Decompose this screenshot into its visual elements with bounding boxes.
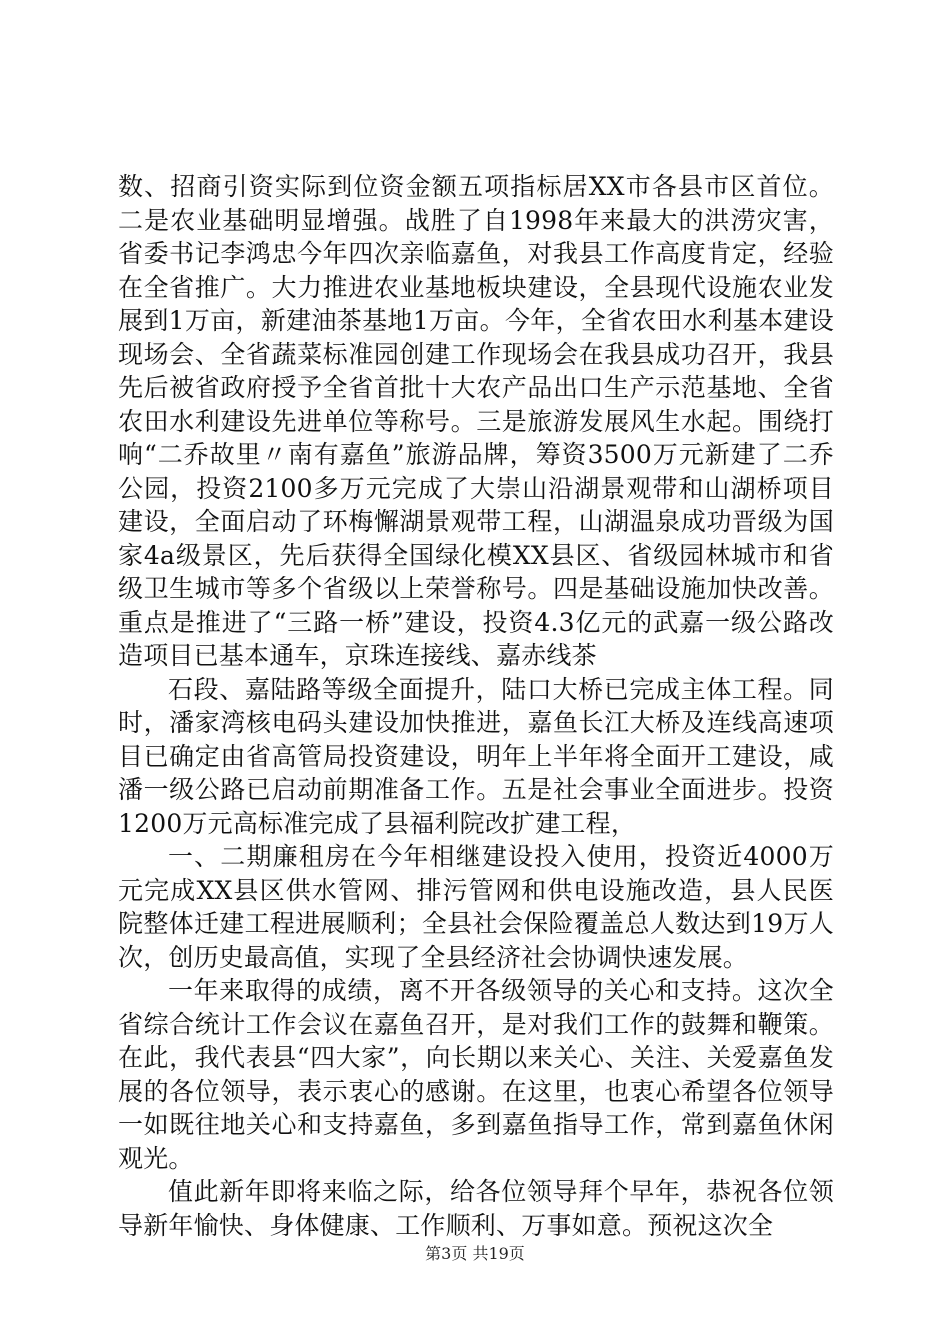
paragraph-2: 石段、嘉陆路等级全面提升，陆口大桥已完成主体工程。同时，潘家湾核电码头建设加快推进，嘉鱼长江大桥及连线高速项目已确定由省高管局投资建设，明年上半年将全面开工建设，咸潘一级公路已启动前期准备工作。五是社会事业全面进步。投资1200万元高标准完成了县福利院改扩建工程， bbox=[118, 674, 834, 838]
page-number-footer: 第3页 共19页 bbox=[425, 1244, 525, 1263]
paragraph-3: 一、二期廉租房在今年相继建设投入使用，投资近4000万元完成XX县区供水管网、排污管网和供电设施改造，县人民医院整体迁建工程进展顺利；全县社会保险覆盖总人数达到19万人次，创历史最高值，实现了全县经济社会协调快速发展。 bbox=[118, 842, 834, 972]
paragraph-5: 值此新年即将来临之际，给各位领导拜个早年，恭祝各位领导新年愉快、身体健康、工作顺利、万事如意。预祝这次全 bbox=[118, 1177, 834, 1240]
document-body bbox=[118, 170, 834, 1242]
paragraph-1: 数、招商引资实际到位资金额五项指标居XX市各县市区首位。二是农业基础明显增强。战胜了自1998年来最大的洪涝灾害，省委书记李鸿忠今年四次亲临嘉鱼，对我县工作高度肯定，经验在全省推广。大力推进农业基地板块建设，全县现代设施农业发展到1万亩，新建油茶基地1万亩。今年，全省农田水利基本建设现场会、全省蔬菜标准园创建工作现场会在我县成功召开，我县先后被省政府授予全省首批十大农产品出口生产示范基地、全省农田水利建设先进单位等称号。三是旅游发展风生水起。围绕打响“二乔故里〃南有嘉鱼”旅游品牌，筹资3500万元新建了二乔公园，投资2100多万元完成了大崇山沿湖景观带和山湖桥项目建设，全面启动了环梅懈湖景观带工程，山湖温泉成功晋级为国家4a级景区，先后获得全国绿化模XX县区、省级园林城市和省级卫生城市等多个省级以上荣誉称号。四是基础设施加快改善。重点是推进了“三路一桥”建设，投资4.3亿元的武嘉一级公路改造项目已基本通车，京珠连接线、嘉赤线茶 bbox=[118, 172, 834, 670]
paragraph-4: 一年来取得的成绩，离不开各级领导的关心和支持。这次全省综合统计工作会议在嘉鱼召开，是对我们工作的鼓舞和鞭策。在此，我代表县“四大家”，向长期以来关心、关注、关爱嘉鱼发展的各位领导，表示衷心的感谢。在这里，也衷心希望各位领导一如既往地关心和支持嘉鱼，多到嘉鱼指导工作，常到嘉鱼休闲观光。 bbox=[118, 976, 834, 1173]
